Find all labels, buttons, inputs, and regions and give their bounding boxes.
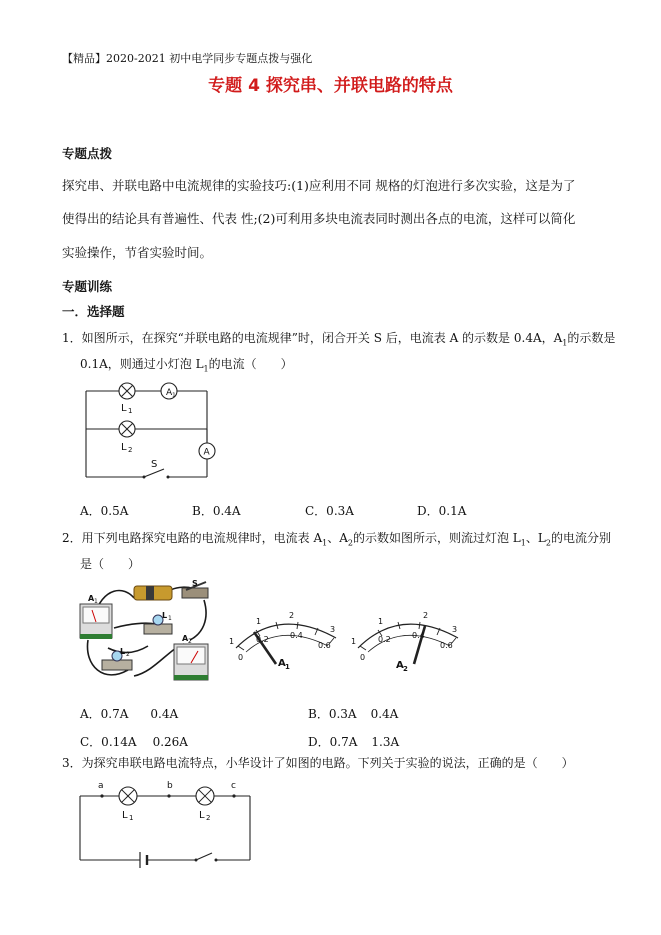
ammeter-a2-dial: [351, 611, 458, 673]
svg-text:0.4: 0.4: [290, 631, 303, 640]
svg-text:A: A: [396, 660, 404, 671]
svg-text:2: 2: [289, 611, 295, 620]
section-heading-training: 专题训练: [62, 279, 113, 294]
section-heading-tips: 专题点拨: [62, 146, 113, 161]
q1-line-2: 0.1A，则通过小灯泡 $L_1$的电流（ ）: [80, 357, 293, 374]
lamp-l2-photo: [102, 647, 132, 670]
svg-text:0: 0: [360, 653, 366, 662]
page-title: 专题 4 探究串、并联电路的特点: [208, 76, 453, 96]
battery-photo: [134, 586, 172, 600]
ammeter-a2-photo: [174, 634, 208, 680]
tips-line-3: 实验操作，节省实验时间。: [62, 245, 213, 260]
svg-text:0.6: 0.6: [440, 641, 453, 650]
svg-text:1: 1: [285, 663, 290, 671]
svg-text:2: 2: [188, 638, 192, 645]
svg-text:2: 2: [423, 611, 429, 620]
svg-text:A: A: [203, 447, 210, 458]
svg-text:L: L: [122, 810, 128, 821]
lamp-l2-symbol: [196, 787, 214, 805]
q2-line-2: 是（ ）: [80, 557, 141, 571]
svg-text:1: 1: [94, 598, 98, 605]
svg-text:2: 2: [126, 651, 130, 658]
svg-text:1: 1: [229, 637, 235, 646]
q2-option-b[interactable]: B．0.3A 0.4A: [308, 707, 399, 721]
svg-text:2: 2: [206, 814, 211, 822]
svg-text:2: 2: [128, 446, 133, 454]
doc-header: 【精品】2020-2021 初中电学同步专题点拨与强化: [62, 52, 313, 65]
svg-text:L: L: [121, 442, 127, 453]
ammeter-a1-symbol: [161, 383, 177, 399]
battery-symbol: [140, 852, 147, 868]
svg-text:L: L: [120, 647, 126, 656]
q1-option-d[interactable]: D．0.1A: [417, 504, 467, 518]
svg-text:3: 3: [452, 625, 458, 634]
ammeter-a1-photo: [80, 594, 112, 639]
lamp-l2-symbol: [119, 421, 135, 437]
svg-text:1: 1: [172, 392, 176, 399]
q2-option-d[interactable]: D．0.7A 1.3A: [308, 735, 400, 749]
svg-text:0.4: 0.4: [412, 631, 425, 640]
svg-text:A: A: [278, 658, 286, 669]
ammeter-a1-dial: [229, 611, 336, 671]
lamp-l1-symbol: [119, 787, 137, 805]
svg-text:A: A: [182, 634, 189, 643]
subheading-choice: 一．选择题: [62, 304, 125, 319]
svg-text:S: S: [151, 459, 158, 470]
svg-text:0.2: 0.2: [378, 635, 391, 644]
svg-text:c: c: [231, 781, 236, 791]
q2-line-1: 2．用下列电路探究电路的电流规律时，电流表 $A_1$、$A_2$的示数如图所示，则流过灯泡 $L_1$、$L_2$的电流分别: [62, 531, 611, 548]
ammeter-a-symbol: [199, 443, 215, 459]
svg-text:1: 1: [351, 637, 357, 646]
q2-option-a[interactable]: A．0.7A 0.4A: [80, 707, 179, 721]
svg-text:0.2: 0.2: [256, 635, 269, 644]
q2-ammeter-dials: [218, 608, 468, 676]
switch-photo: [182, 579, 208, 598]
q1-circuit-diagram: [78, 374, 228, 490]
q2-physical-circuit-photo: [74, 576, 214, 692]
tips-line-1: 探究串、并联电路中电流规律的实验技巧:(1)应利用不同 规格的灯泡进行多次实验，这是为了: [62, 178, 576, 193]
q1-option-c[interactable]: C．0.3A: [305, 504, 354, 518]
svg-text:1: 1: [129, 814, 134, 822]
q1-line-1: 1．如图所示，在探究“并联电路的电流规律”时，闭合开关 S 后，电流表 A 的示数是 0.4A，$A_1$的示数是: [62, 331, 616, 348]
q1-option-b[interactable]: B．0.4A: [192, 504, 241, 518]
q3-line-1: 3．为探究串联电路电流特点，小华设计了如图的电路。下列关于实验的说法，正确的是（ ）: [62, 756, 574, 770]
q1-option-a[interactable]: A．0.5A: [80, 504, 129, 518]
q2-option-c[interactable]: C．0.14A 0.26A: [80, 735, 188, 749]
svg-text:A: A: [166, 388, 173, 398]
svg-text:1: 1: [128, 407, 133, 415]
svg-text:0.6: 0.6: [318, 641, 331, 650]
svg-text:1: 1: [378, 617, 384, 626]
svg-text:0: 0: [238, 653, 244, 662]
svg-text:L: L: [121, 403, 127, 414]
svg-text:S: S: [192, 579, 198, 588]
svg-text:3: 3: [330, 625, 336, 634]
tips-line-2: 使得出的结论具有普遍性、代表 性;(2)可利用多块电流表同时测出各点的电流，这样可以简化: [62, 211, 576, 226]
svg-text:A: A: [88, 594, 95, 603]
svg-text:2: 2: [403, 665, 408, 673]
lamp-l1-symbol: [119, 383, 135, 399]
svg-text:1: 1: [168, 615, 172, 622]
svg-text:a: a: [98, 781, 104, 791]
svg-text:L: L: [162, 611, 168, 620]
svg-text:b: b: [167, 781, 173, 791]
svg-text:1: 1: [256, 617, 262, 626]
svg-text:L: L: [199, 810, 205, 821]
q3-circuit-diagram: [74, 780, 260, 874]
